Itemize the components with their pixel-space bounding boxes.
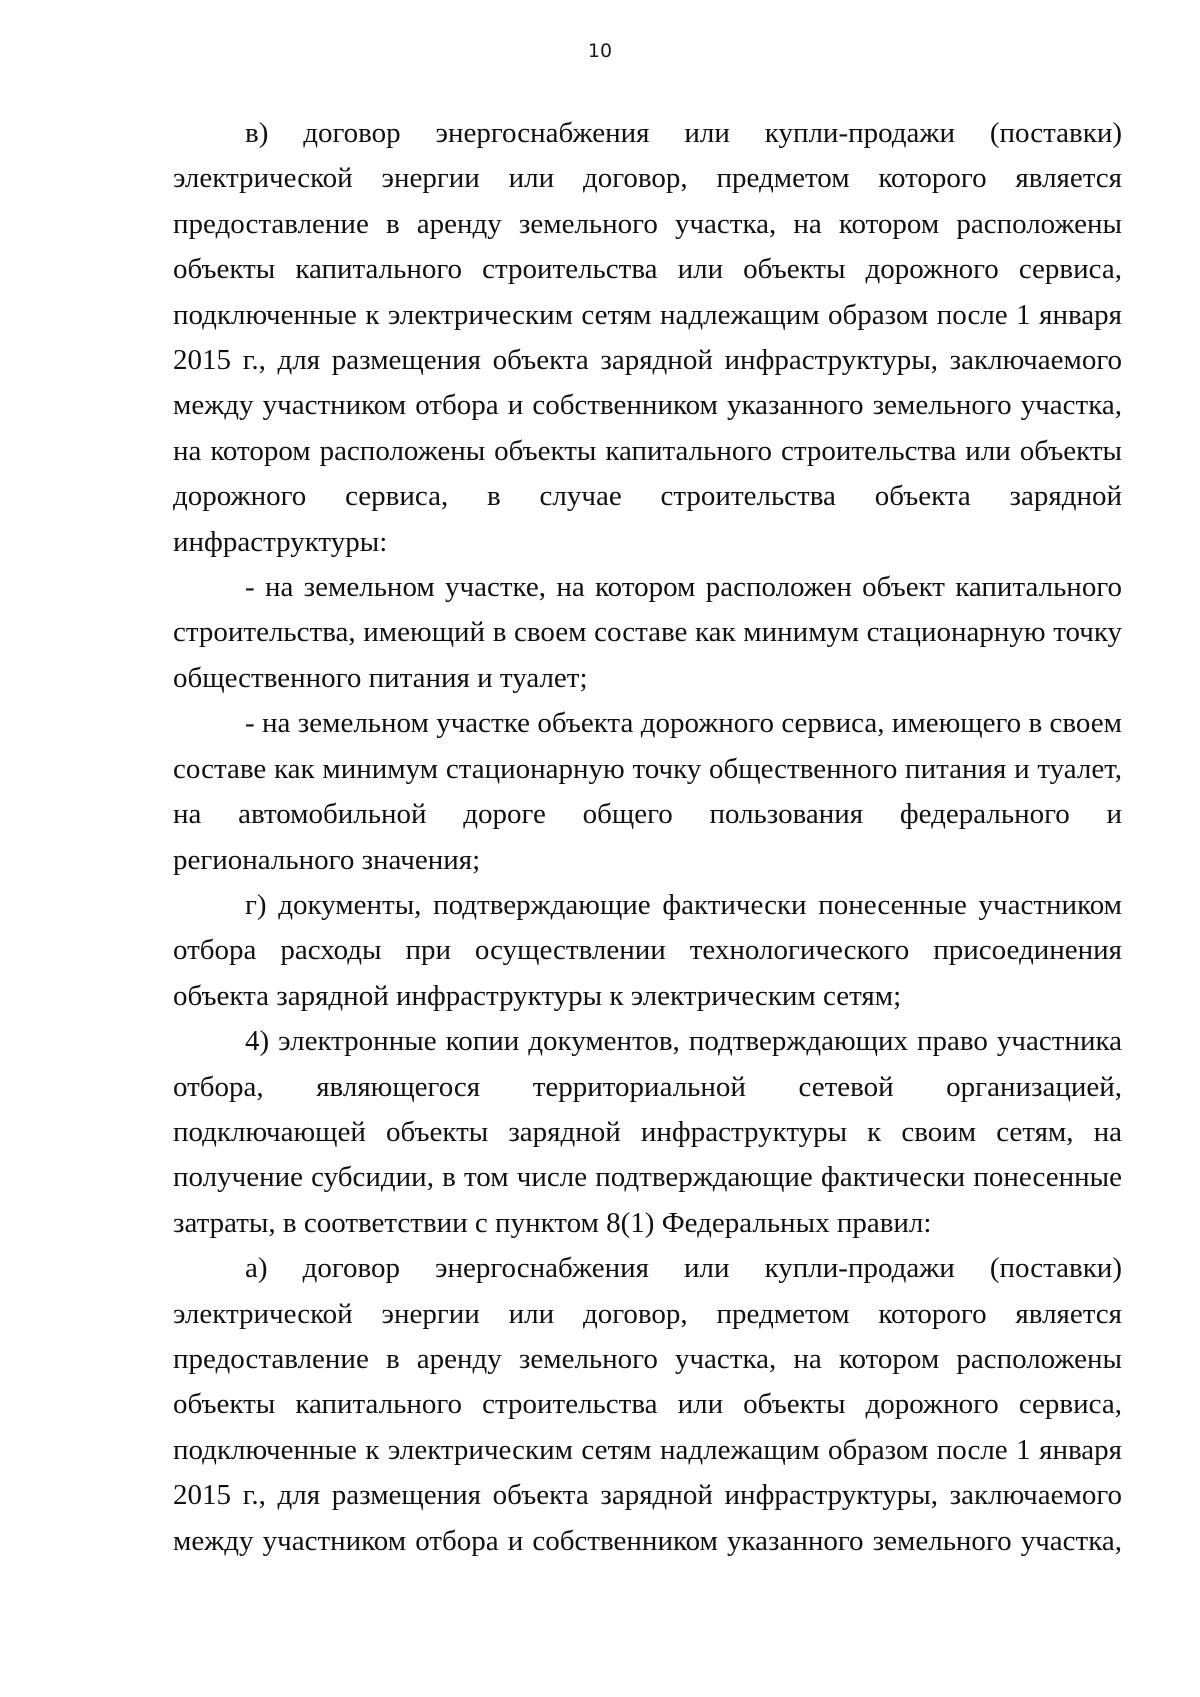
document-body bbox=[173, 111, 1122, 1564]
paragraph-item-g: г) документы, подтверждающие фактически понесенные участником отбора расходы при осуществлении технологического присоединения объекта зарядной инфраструктуры к электрическим сетям; bbox=[173, 888, 1122, 1012]
paragraph-bullet-road-service: - на земельном участке объекта дорожного сервиса, имеющего в своем составе как минимум стационарную точку общественного питания и туалет, на автомобильной дороге общего пользования федерального и регионального значения; bbox=[173, 707, 1122, 876]
paragraph-item-4: 4) электронные копии документов, подтверждающих право участника отбора, являющегося территориальной сетевой организацией, подключающей объекты зарядной инфраструктуры к своим сетям, на получение субсидии, в том числе подтверждающие фактически понесенные затраты, в соответствии с пунктом 8(1) Федеральных правил: bbox=[173, 1025, 1122, 1239]
page-number: 10 bbox=[587, 40, 613, 62]
paragraph-item-a: а) договор энергоснабжения или купли-продажи (поставки) электрической энергии или договор, предметом которого является предоставление в аренду земельного участка, на котором расположены объекты капитального строительства или объекты дорожного сервиса, подключенные к электрическим сетям надлежащим образом после 1 января 2015 г., для размещения объекта зарядной инфраструктуры, заключаемого между участником отбора и собственником указанного земельного участка, bbox=[173, 1252, 1122, 1557]
paragraph-item-v: в) договор энергоснабжения или купли-продажи (поставки) электрической энергии или договор, предметом которого является предоставление в аренду земельного участка, на котором расположены объекты капитального строительства или объекты дорожного сервиса, подключенные к электрическим сетям надлежащим образом после 1 января 2015 г., для размещения объекта зарядной инфраструктуры, заключаемого между участником отбора и собственником указанного земельного участка, на котором расположены объекты капитального строительства или объекты дорожного сервиса, в случае строительства объекта зарядной инфраструктуры: bbox=[173, 117, 1122, 558]
paragraph-bullet-capital-construction: - на земельном участке, на котором расположен объект капитального строительства, имеющий в своем составе как минимум стационарную точку общественного питания и туалет; bbox=[173, 571, 1122, 694]
